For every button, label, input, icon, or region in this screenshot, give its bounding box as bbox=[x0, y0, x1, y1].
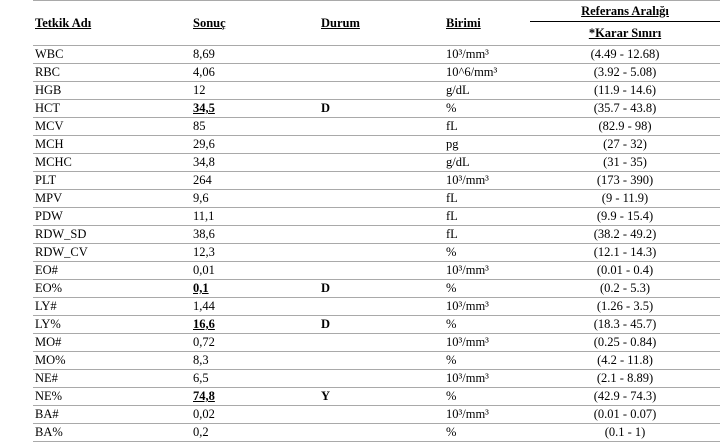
unit-cell: % bbox=[446, 100, 530, 118]
unit-cell: % bbox=[446, 424, 530, 442]
test-name-cell: MCH bbox=[33, 136, 193, 154]
unit-cell: 10³/mm³ bbox=[446, 46, 530, 64]
table-row bbox=[33, 280, 720, 298]
status-flag-cell bbox=[321, 46, 446, 64]
result-value-cell: 9,6 bbox=[193, 190, 321, 208]
reference-range-cell: (31 - 35) bbox=[530, 154, 720, 172]
table-row bbox=[33, 334, 720, 352]
reference-range-cell: (11.9 - 14.6) bbox=[530, 82, 720, 100]
result-value-cell: 0,72 bbox=[193, 334, 321, 352]
test-name-cell: MCV bbox=[33, 118, 193, 136]
reference-range-cell: (82.9 - 98) bbox=[530, 118, 720, 136]
status-flag-cell: D bbox=[321, 280, 446, 298]
test-name-cell: MPV bbox=[33, 190, 193, 208]
header-reference-range: Referans Aralığı bbox=[530, 1, 720, 22]
reference-range-cell: (173 - 390) bbox=[530, 172, 720, 190]
reference-range-cell: (0.1 - 1) bbox=[530, 424, 720, 442]
status-flag-cell bbox=[321, 190, 446, 208]
table-row bbox=[33, 406, 720, 424]
unit-cell: 10³/mm³ bbox=[446, 172, 530, 190]
table-header bbox=[33, 1, 720, 46]
test-name-cell: EO# bbox=[33, 262, 193, 280]
status-flag-cell bbox=[321, 118, 446, 136]
unit-cell: 10^6/mm³ bbox=[446, 64, 530, 82]
test-name-cell: LY# bbox=[33, 298, 193, 316]
unit-cell: fL bbox=[446, 208, 530, 226]
unit-cell: 10³/mm³ bbox=[446, 334, 530, 352]
table-row bbox=[33, 64, 720, 82]
unit-cell: % bbox=[446, 352, 530, 370]
header-decision-limit: *Karar Sınırı bbox=[530, 22, 720, 46]
test-name-cell: MCHC bbox=[33, 154, 193, 172]
test-name-cell: LY% bbox=[33, 316, 193, 334]
unit-cell: % bbox=[446, 316, 530, 334]
result-value-cell: 4,06 bbox=[193, 64, 321, 82]
status-flag-cell: Y bbox=[321, 388, 446, 406]
status-flag-cell bbox=[321, 64, 446, 82]
status-flag-cell bbox=[321, 172, 446, 190]
test-name-cell: HCT bbox=[33, 100, 193, 118]
test-name-cell: WBC bbox=[33, 46, 193, 64]
unit-cell: fL bbox=[446, 226, 530, 244]
reference-range-cell: (9 - 11.9) bbox=[530, 190, 720, 208]
status-flag-cell bbox=[321, 424, 446, 442]
test-name-cell: PDW bbox=[33, 208, 193, 226]
table-row bbox=[33, 46, 720, 64]
table-row bbox=[33, 316, 720, 334]
table-row bbox=[33, 424, 720, 442]
result-value-cell: 0,01 bbox=[193, 262, 321, 280]
status-flag-cell bbox=[321, 154, 446, 172]
result-value-cell: 34,5 bbox=[193, 100, 321, 118]
reference-range-cell: (38.2 - 49.2) bbox=[530, 226, 720, 244]
table-row bbox=[33, 388, 720, 406]
reference-range-cell: (0.25 - 0.84) bbox=[530, 334, 720, 352]
result-value-cell: 16,6 bbox=[193, 316, 321, 334]
test-name-cell: HGB bbox=[33, 82, 193, 100]
unit-cell: fL bbox=[446, 190, 530, 208]
header-status: Durum bbox=[321, 1, 446, 46]
table-row bbox=[33, 154, 720, 172]
unit-cell: % bbox=[446, 244, 530, 262]
reference-range-cell: (4.49 - 12.68) bbox=[530, 46, 720, 64]
result-value-cell: 34,8 bbox=[193, 154, 321, 172]
test-name-cell: NE# bbox=[33, 370, 193, 388]
unit-cell: g/dL bbox=[446, 154, 530, 172]
result-value-cell: 8,69 bbox=[193, 46, 321, 64]
result-value-cell: 11,1 bbox=[193, 208, 321, 226]
table-row bbox=[33, 172, 720, 190]
reference-range-cell: (18.3 - 45.7) bbox=[530, 316, 720, 334]
reference-range-cell: (0.01 - 0.4) bbox=[530, 262, 720, 280]
status-flag-cell bbox=[321, 82, 446, 100]
test-name-cell: MO# bbox=[33, 334, 193, 352]
table-row bbox=[33, 118, 720, 136]
test-name-cell: PLT bbox=[33, 172, 193, 190]
reference-range-cell: (9.9 - 15.4) bbox=[530, 208, 720, 226]
unit-cell: g/dL bbox=[446, 82, 530, 100]
result-value-cell: 38,6 bbox=[193, 226, 321, 244]
reference-range-cell: (3.92 - 5.08) bbox=[530, 64, 720, 82]
table-row bbox=[33, 352, 720, 370]
status-flag-cell bbox=[321, 406, 446, 424]
unit-cell: 10³/mm³ bbox=[446, 406, 530, 424]
reference-range-cell: (2.1 - 8.89) bbox=[530, 370, 720, 388]
header-test-name: Tetkik Adı bbox=[33, 1, 193, 46]
table-row bbox=[33, 262, 720, 280]
table-body bbox=[33, 46, 720, 442]
result-value-cell: 1,44 bbox=[193, 298, 321, 316]
status-flag-cell bbox=[321, 226, 446, 244]
result-value-cell: 0,2 bbox=[193, 424, 321, 442]
unit-cell: fL bbox=[446, 118, 530, 136]
status-flag-cell bbox=[321, 352, 446, 370]
header-unit: Birimi bbox=[446, 1, 530, 46]
result-value-cell: 12,3 bbox=[193, 244, 321, 262]
status-flag-cell bbox=[321, 334, 446, 352]
result-value-cell: 0,02 bbox=[193, 406, 321, 424]
status-flag-cell: D bbox=[321, 100, 446, 118]
status-flag-cell bbox=[321, 244, 446, 262]
result-value-cell: 264 bbox=[193, 172, 321, 190]
test-name-cell: BA% bbox=[33, 424, 193, 442]
reference-range-cell: (12.1 - 14.3) bbox=[530, 244, 720, 262]
test-name-cell: MO% bbox=[33, 352, 193, 370]
status-flag-cell bbox=[321, 262, 446, 280]
reference-range-cell: (0.2 - 5.3) bbox=[530, 280, 720, 298]
table-row bbox=[33, 298, 720, 316]
result-value-cell: 74,8 bbox=[193, 388, 321, 406]
table-row bbox=[33, 244, 720, 262]
table-row bbox=[33, 190, 720, 208]
lab-results-table bbox=[33, 0, 720, 442]
table-row bbox=[33, 208, 720, 226]
result-value-cell: 85 bbox=[193, 118, 321, 136]
status-flag-cell bbox=[321, 136, 446, 154]
reference-range-cell: (42.9 - 74.3) bbox=[530, 388, 720, 406]
result-value-cell: 29,6 bbox=[193, 136, 321, 154]
test-name-cell: RDW_SD bbox=[33, 226, 193, 244]
unit-cell: pg bbox=[446, 136, 530, 154]
reference-range-cell: (4.2 - 11.8) bbox=[530, 352, 720, 370]
test-name-cell: BA# bbox=[33, 406, 193, 424]
status-flag-cell bbox=[321, 298, 446, 316]
table-row bbox=[33, 370, 720, 388]
test-name-cell: RBC bbox=[33, 64, 193, 82]
table-row bbox=[33, 82, 720, 100]
status-flag-cell: D bbox=[321, 316, 446, 334]
reference-range-cell: (0.01 - 0.07) bbox=[530, 406, 720, 424]
unit-cell: 10³/mm³ bbox=[446, 262, 530, 280]
reference-range-cell: (35.7 - 43.8) bbox=[530, 100, 720, 118]
test-name-cell: RDW_CV bbox=[33, 244, 193, 262]
table-row bbox=[33, 226, 720, 244]
unit-cell: % bbox=[446, 280, 530, 298]
reference-range-cell: (1.26 - 3.5) bbox=[530, 298, 720, 316]
unit-cell: 10³/mm³ bbox=[446, 298, 530, 316]
status-flag-cell bbox=[321, 208, 446, 226]
header-result: Sonuç bbox=[193, 1, 321, 46]
result-value-cell: 0,1 bbox=[193, 280, 321, 298]
result-value-cell: 12 bbox=[193, 82, 321, 100]
result-value-cell: 6,5 bbox=[193, 370, 321, 388]
unit-cell: 10³/mm³ bbox=[446, 370, 530, 388]
table-row bbox=[33, 136, 720, 154]
reference-range-cell: (27 - 32) bbox=[530, 136, 720, 154]
test-name-cell: NE% bbox=[33, 388, 193, 406]
status-flag-cell bbox=[321, 370, 446, 388]
result-value-cell: 8,3 bbox=[193, 352, 321, 370]
table-row bbox=[33, 100, 720, 118]
unit-cell: % bbox=[446, 388, 530, 406]
test-name-cell: EO% bbox=[33, 280, 193, 298]
